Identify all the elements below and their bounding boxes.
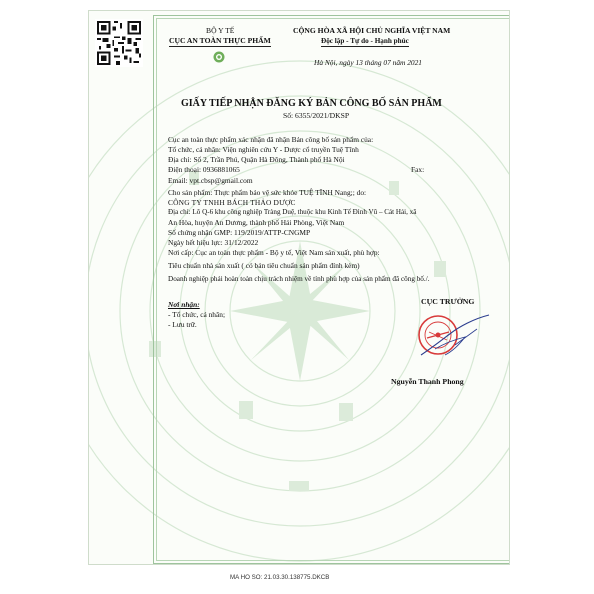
ministry-logo-icon bbox=[213, 51, 225, 63]
country-name: CỘNG HÒA XÃ HỘI CHỦ NGHĨA VIỆT NAM bbox=[293, 26, 451, 35]
recipients-label: Nơi nhận: bbox=[168, 300, 200, 309]
signer-name: Nguyễn Thanh Phong bbox=[391, 377, 464, 386]
organization-line: Tổ chức, cá nhân: Viện nghiên cứu Y - Dược cổ truyền Tuệ Tĩnh bbox=[168, 145, 359, 154]
handwritten-signature-icon bbox=[415, 309, 495, 369]
manufacturer-address-line-2: An Hòa, huyện An Dương, thành phố Hải Phòng, Việt Nam bbox=[168, 218, 345, 227]
gmp-line: Số chứng nhận GMP: 119/2019/ATTP-CNGMP bbox=[168, 228, 311, 237]
issue-date: Hà Nội, ngày 13 tháng 07 năm 2021 bbox=[314, 58, 422, 67]
standard-line: Tiêu chuẩn nhà sản xuất ( có bản tiêu chuẩn sản phẩm đính kèm) bbox=[168, 261, 360, 270]
recipient-item: - Tổ chức, cá nhân; bbox=[168, 310, 226, 319]
phone-line: Điện thoại: 0936881065 bbox=[168, 165, 240, 174]
recipient-item: - Lưu trữ. bbox=[168, 320, 197, 329]
qr-code-icon bbox=[95, 19, 143, 67]
dossier-code: MA HO SO: 21.03.30.138775.DKCB bbox=[230, 574, 330, 581]
manufacturer-line: CÔNG TY TNHH BÁCH THẢO DƯỢC bbox=[168, 198, 296, 207]
ministry-name: BỘ Y TẾ bbox=[206, 26, 235, 35]
signer-role: CỤC TRƯỞNG bbox=[421, 297, 475, 306]
manufacturer-address-line-1: Địa chỉ: Lô Q-6 khu công nghiệp Tràng Duệ, thuộc khu Kinh Tế Đình Vũ – Cát Hải, xã bbox=[168, 208, 417, 216]
national-motto: Độc lập - Tự do - Hạnh phúc bbox=[321, 38, 409, 47]
responsibility-line: Doanh nghiệp phải hoàn toàn chịu trách nhiệm về tính phù hợp của sản phẩm đã công bố./. bbox=[168, 275, 430, 283]
document-page bbox=[88, 10, 510, 565]
address-line: Địa chỉ: Số 2, Trần Phú, Quận Hà Đông, Thành phố Hà Nội bbox=[168, 155, 345, 164]
intro-line: Cục an toàn thực phẩm xác nhận đã nhận Bản công bố sản phẩm của: bbox=[168, 135, 374, 144]
origin-line: Nơi cấp: Cục an toàn thực phẩm - Bộ y tế, Việt Nam sản xuất, phù hợp: bbox=[168, 248, 380, 257]
email-line: Email: vpt.cbsp@gmail.com bbox=[168, 176, 253, 185]
expiry-line: Ngày hết hiệu lực: 31/12/2022 bbox=[168, 238, 259, 247]
document-number: Số: 6355/2021/DKSP bbox=[283, 111, 350, 120]
fax-line: Fax: bbox=[411, 165, 425, 174]
product-line: Cho sản phẩm: Thực phẩm bảo vệ sức khỏe TUỆ TĨNH Nang;; do: bbox=[168, 188, 367, 197]
agency-name: CỤC AN TOÀN THỰC PHẨM bbox=[169, 36, 271, 45]
document-title: GIẤY TIẾP NHẬN ĐĂNG KÝ BẢN CÔNG BỐ SẢN PHẨM bbox=[181, 98, 442, 109]
